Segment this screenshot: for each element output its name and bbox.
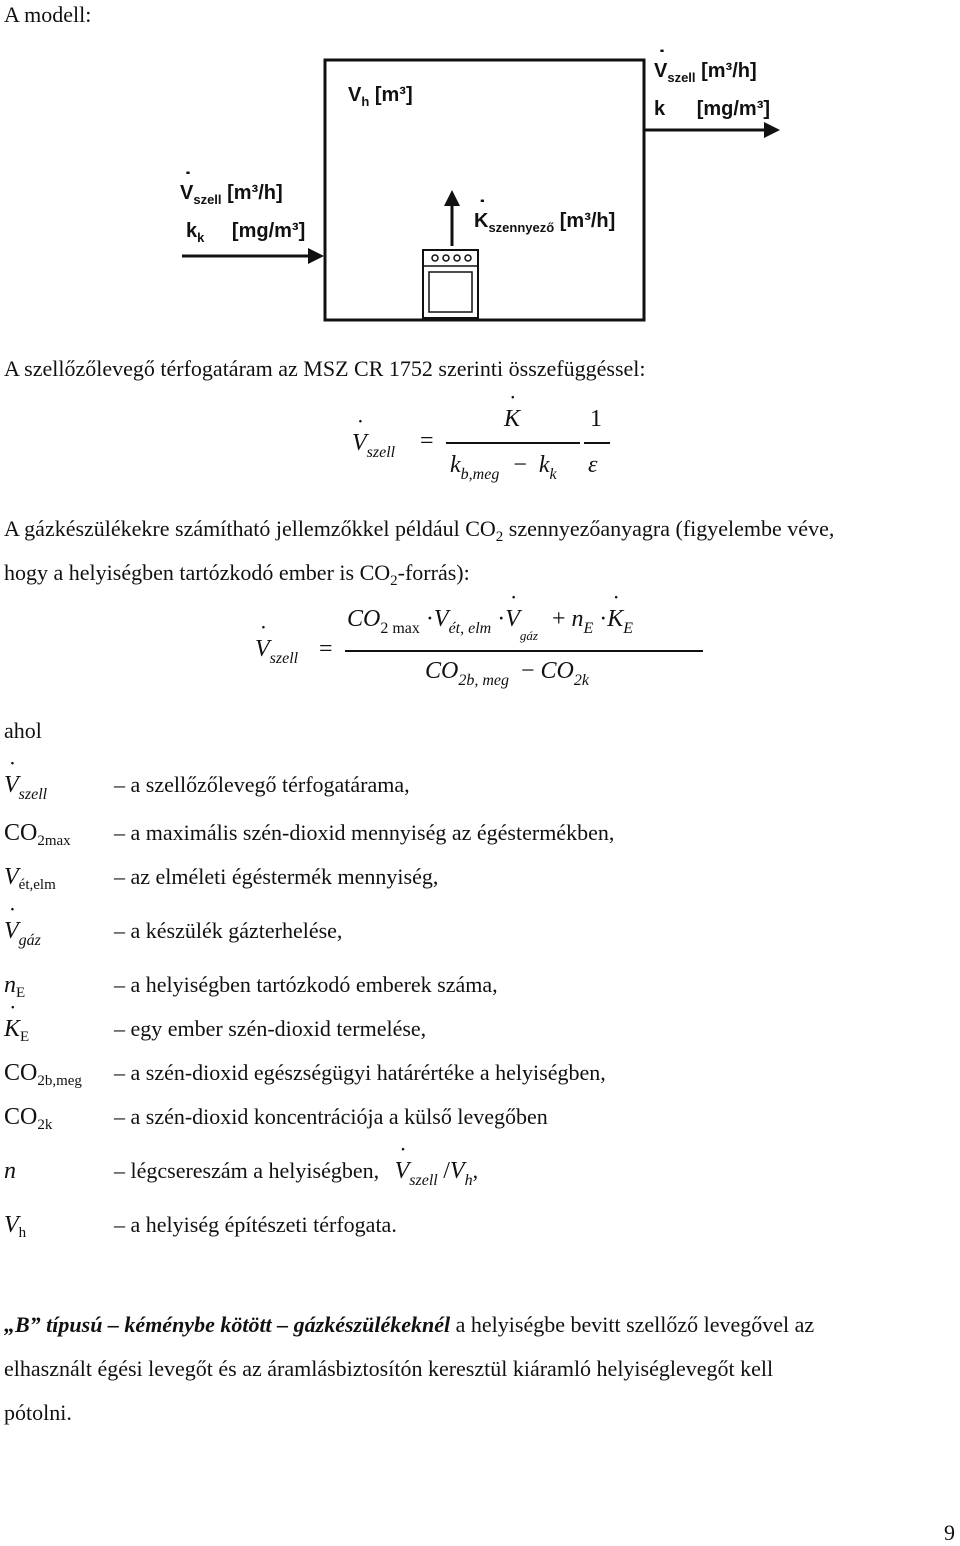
- f2-eq: =: [319, 636, 333, 662]
- legend-desc-4: – a helyiségben tartózkodó emberek száma,: [114, 972, 498, 997]
- f1-eq: =: [420, 428, 434, 454]
- f2-lhs: ˙ $V_{szell}$: [255, 636, 298, 663]
- symbol-legend: [0, 760, 960, 1240]
- legend-sym-8: n: [4, 1158, 16, 1184]
- final-paragraph-line-3: pótolni.: [4, 1400, 72, 1425]
- f1-fraction-line-2: [584, 442, 610, 444]
- f2-fraction-line: [345, 650, 703, 652]
- legend-desc-9: – a helyiség építészeti térfogata.: [114, 1212, 397, 1237]
- legend-desc-6: – a szén-dioxid egészségügyi határértéke a helyiségben,: [114, 1060, 606, 1085]
- diagram-graphics: [0, 0, 960, 330]
- source-label: ˙ $K_{szennyező}$ [m³/h]: [474, 210, 615, 233]
- page-number: 9: [944, 1520, 955, 1545]
- legend-desc-5: – egy ember szén-dioxid termelése,: [114, 1016, 427, 1041]
- inflow-conc-label: $k_k$ [mg/m³]: [186, 220, 306, 245]
- outflow-conc-label: k [mg/m³]: [654, 98, 771, 120]
- outflow-arrow-head: [764, 122, 780, 138]
- legend-sym-6: $CO_{2b,meg}$: [4, 1060, 82, 1089]
- where-label: ahol: [4, 718, 42, 743]
- f1-fraction-line: [446, 442, 580, 444]
- f1-lhs: ˙ $V_{szell}$: [352, 430, 395, 457]
- legend-desc-0: – a szellőzőlevegő térfogatárama,: [114, 772, 410, 797]
- legend-sym-0: ˙ $V_{szell}$: [4, 772, 47, 799]
- intro-paragraph-2-line-1: A gázkészülékekre számítható jellemzőkkel például $CO_2$ szennyezőanyagra (figyelembe véve,: [4, 516, 835, 545]
- formula-1: [350, 400, 620, 495]
- f1-den2: ε: [588, 452, 598, 478]
- legend-sym-7: $CO_{2k}$: [4, 1104, 53, 1133]
- inflow-arrow-head: [308, 248, 324, 264]
- room-volume-label: $V_h$ [m³]: [348, 84, 413, 109]
- f2-numerator: $CO_{2 max} \cdot V_{ét, elm}$ ·˙ $V_{gáz} + n_E$ ·˙ $K_E$: [347, 606, 633, 633]
- outflow-flow-label: ˙ $V_{szell}$ [m³/h]: [654, 60, 757, 83]
- inflow-flow-label: ˙ $V_{szell}$ [m³/h]: [180, 182, 283, 205]
- intro-paragraph-2-line-2: hogy a helyiségben tartózkodó ember is $CO_2-forrás$):: [4, 560, 470, 589]
- legend-desc-3: – a készülék gázterhelése,: [114, 918, 343, 943]
- legend-sym-9: $V_h$: [4, 1212, 27, 1241]
- f1-den: $k_{b,meg} - k_k$: [450, 452, 557, 483]
- legend-sym-4: $n_E$: [4, 972, 26, 1001]
- source-arrow-head: [444, 190, 460, 206]
- heading: A modell:: [4, 2, 92, 27]
- intro-paragraph-1: A szellőzőlevegő térfogatáram az MSZ CR 1752 szerinti összefüggéssel:: [4, 356, 646, 381]
- final-paragraph-line-2: elhasznált égési levegőt és az áramlásbiztosítón keresztül kiáramló helyiséglevegőt kell: [4, 1356, 774, 1381]
- formula-2: [255, 600, 715, 700]
- legend-desc-8: – légcsereszám a helyiségben, ˙ $V_{szell}$ $/V_h$,: [114, 1158, 478, 1185]
- legend-sym-3: ˙ $V_{gáz}$: [4, 918, 41, 945]
- legend-sym-1: $CO_{2max}$: [4, 820, 71, 849]
- legend-desc-2: – az elméleti égéstermék mennyiség,: [114, 864, 439, 889]
- f2-denominator: $CO_{2b, meg} - CO_{2k}$: [425, 658, 589, 689]
- legend-sym-5: ˙ $K_E$: [4, 1016, 29, 1043]
- final-paragraph-line-1: „B” típusú – kéménybe kötött – gázkészülékeknél a helyiségbe bevitt szellőző levegővel az: [4, 1312, 815, 1337]
- legend-sym-2: $V_{ét,elm}$: [4, 864, 56, 893]
- f1-num2: 1: [590, 406, 602, 432]
- model-diagram: [0, 0, 960, 330]
- legend-desc-7: – a szén-dioxid koncentrációja a külső levegőben: [114, 1104, 548, 1129]
- legend-desc-1: – a maximális szén-dioxid mennyiség az égéstermékben,: [114, 820, 615, 845]
- f1-num: ˙ K: [504, 406, 520, 433]
- stove-icon: [423, 250, 478, 318]
